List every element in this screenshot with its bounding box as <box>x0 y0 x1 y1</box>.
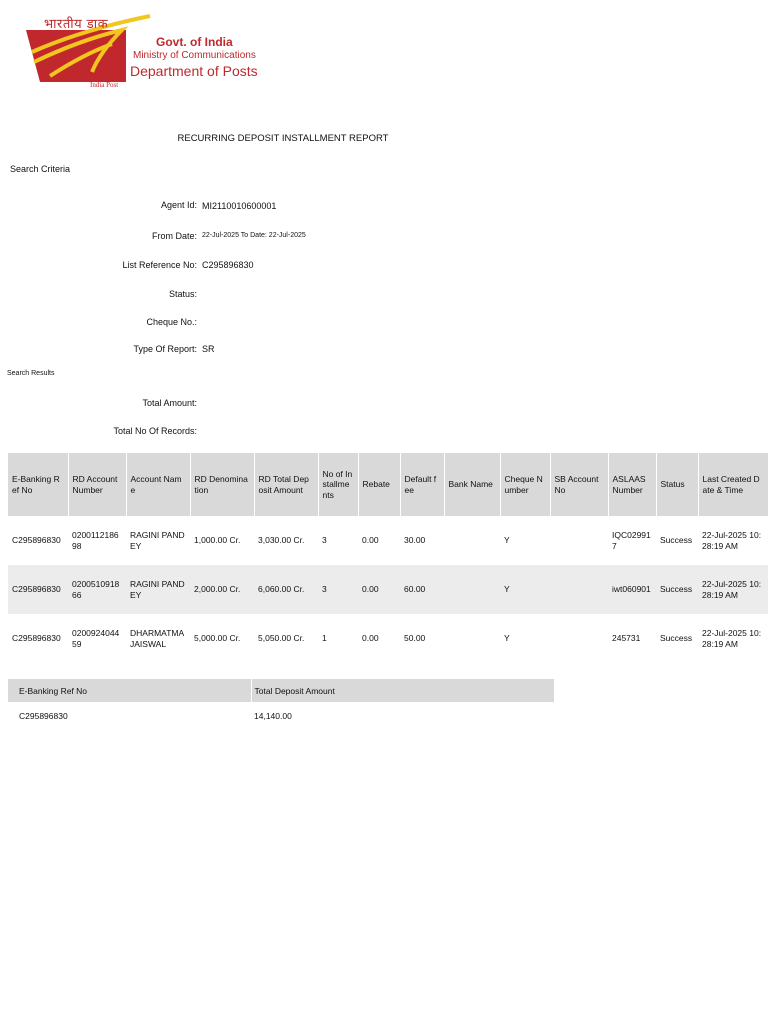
summary-ebanking-ref: C295896830 <box>19 711 68 721</box>
cell-rd-total-deposit: 5,050.00 Cr. <box>258 633 305 644</box>
col-header-last-created: Last Created Date & Time <box>698 453 768 516</box>
cell-aslaas: iwt060901 <box>612 584 651 595</box>
cheque-no-label: Cheque No.: <box>146 317 197 327</box>
col-header-rd-account: RD Account Number <box>68 453 126 516</box>
summary-total-deposit: 14,140.00 <box>254 711 292 721</box>
cell-aslaas: 245731 <box>612 633 641 644</box>
from-date-label: From Date: <box>151 231 197 241</box>
search-results-heading: Search Results <box>7 370 55 377</box>
results-table <box>8 453 768 663</box>
cell-cheque-number: Y <box>504 535 510 546</box>
cell-bank-name <box>444 516 500 565</box>
cell-cheque-number: Y <box>504 584 510 595</box>
col-header-rebate: Rebate <box>358 453 400 516</box>
table-row <box>8 565 768 614</box>
cell-account-name: RAGINI PANDEY <box>130 579 185 600</box>
cell-rd-account: 020011218698 <box>72 530 119 551</box>
summary-table <box>8 679 555 730</box>
date-range-value: 22-Jul-2025 To Date: 22-Jul-2025 <box>202 232 306 239</box>
table-row <box>8 516 768 565</box>
cell-status: Success <box>660 633 693 644</box>
cell-rd-total-deposit: 3,030.00 Cr. <box>258 535 305 546</box>
col-header-aslaas: ASLAAS Number <box>608 453 656 516</box>
cell-rebate: 0.00 <box>362 535 379 546</box>
cell-ebanking-ref: C295896830 <box>12 535 61 546</box>
cell-bank-name <box>444 565 500 614</box>
cell-rd-account: 020092404459 <box>72 628 120 649</box>
col-header-sb-account: SB Account No <box>550 453 608 516</box>
agent-id-label: Agent Id: <box>160 200 197 210</box>
cell-sb-account <box>550 614 608 663</box>
cell-ebanking-ref: C295896830 <box>12 633 61 644</box>
type-of-report-value: SR <box>202 344 215 354</box>
cell-aslaas: IQC029917 <box>612 530 651 551</box>
results-header-row <box>8 453 768 516</box>
total-amount-label: Total Amount: <box>142 398 197 408</box>
col-header-installments: No of Installments <box>318 453 358 516</box>
list-reference-label: List Reference No: <box>122 260 197 270</box>
summary-header-ebanking-ref: E-Banking Ref No <box>8 679 251 702</box>
cell-rd-denomination: 2,000.00 Cr. <box>194 584 241 595</box>
col-header-bank-name: Bank Name <box>444 453 500 516</box>
cell-rebate: 0.00 <box>362 633 379 644</box>
logo-hindi-text: भारतीय डाक <box>44 17 109 32</box>
col-header-rd-total-deposit: RD Total Deposit Amount <box>254 453 318 516</box>
search-criteria-heading: Search Criteria <box>10 164 71 174</box>
col-header-cheque-number: Cheque Number <box>500 453 550 516</box>
department-text: Department of Posts <box>130 63 258 79</box>
cell-account-name: DHARMATMA JAISWAL <box>130 628 184 649</box>
ministry-text: Ministry of Communications <box>133 50 256 61</box>
cell-rd-total-deposit: 6,060.00 Cr. <box>258 584 305 595</box>
cell-default-fee: 60.00 <box>404 584 426 595</box>
cell-last-created: 22-Jul-2025 10:28:19 AM <box>702 579 762 600</box>
summary-row <box>8 702 554 730</box>
cell-rd-denomination: 5,000.00 Cr. <box>194 633 241 644</box>
col-header-rd-denomination: RD Denomination <box>190 453 254 516</box>
cell-installments: 3 <box>322 535 327 546</box>
type-of-report-label: Type Of Report: <box>133 344 197 354</box>
agent-id-value: MI2110010600001 <box>202 201 277 211</box>
col-header-default-fee: Default fee <box>400 453 444 516</box>
cell-installments: 1 <box>322 633 327 644</box>
cell-last-created: 22-Jul-2025 10:28:19 AM <box>702 628 762 649</box>
report-title: RECURRING DEPOSIT INSTALLMENT REPORT <box>177 133 389 144</box>
cell-rd-account: 020051091866 <box>72 579 120 600</box>
cell-account-name: RAGINI PANDEY <box>130 530 185 551</box>
cell-rd-denomination: 1,000.00 Cr. <box>194 535 241 546</box>
total-records-label: Total No Of Records: <box>113 426 197 436</box>
cell-sb-account <box>550 565 608 614</box>
summary-header-total-deposit: Total Deposit Amount <box>251 679 554 702</box>
cell-status: Success <box>660 535 693 546</box>
col-header-status: Status <box>656 453 698 516</box>
india-post-text: India Post <box>90 81 119 89</box>
col-header-ebanking-ref: E-Banking Ref No <box>8 453 68 516</box>
status-label: Status: <box>168 289 197 299</box>
govt-of-india-text: Govt. of India <box>156 35 233 49</box>
cell-bank-name <box>444 614 500 663</box>
cell-cheque-number: Y <box>504 633 510 644</box>
cell-last-created: 22-Jul-2025 10:28:19 AM <box>702 530 762 551</box>
col-header-account-name: Account Name <box>126 453 190 516</box>
cell-sb-account <box>550 516 608 565</box>
cell-default-fee: 50.00 <box>404 633 426 644</box>
list-reference-value: C295896830 <box>202 260 254 270</box>
cell-default-fee: 30.00 <box>404 535 426 546</box>
cell-installments: 3 <box>322 584 327 595</box>
cell-status: Success <box>660 584 693 595</box>
summary-header-row <box>8 679 554 702</box>
cell-ebanking-ref: C295896830 <box>12 584 61 595</box>
table-row <box>8 614 768 663</box>
cell-rebate: 0.00 <box>362 584 379 595</box>
